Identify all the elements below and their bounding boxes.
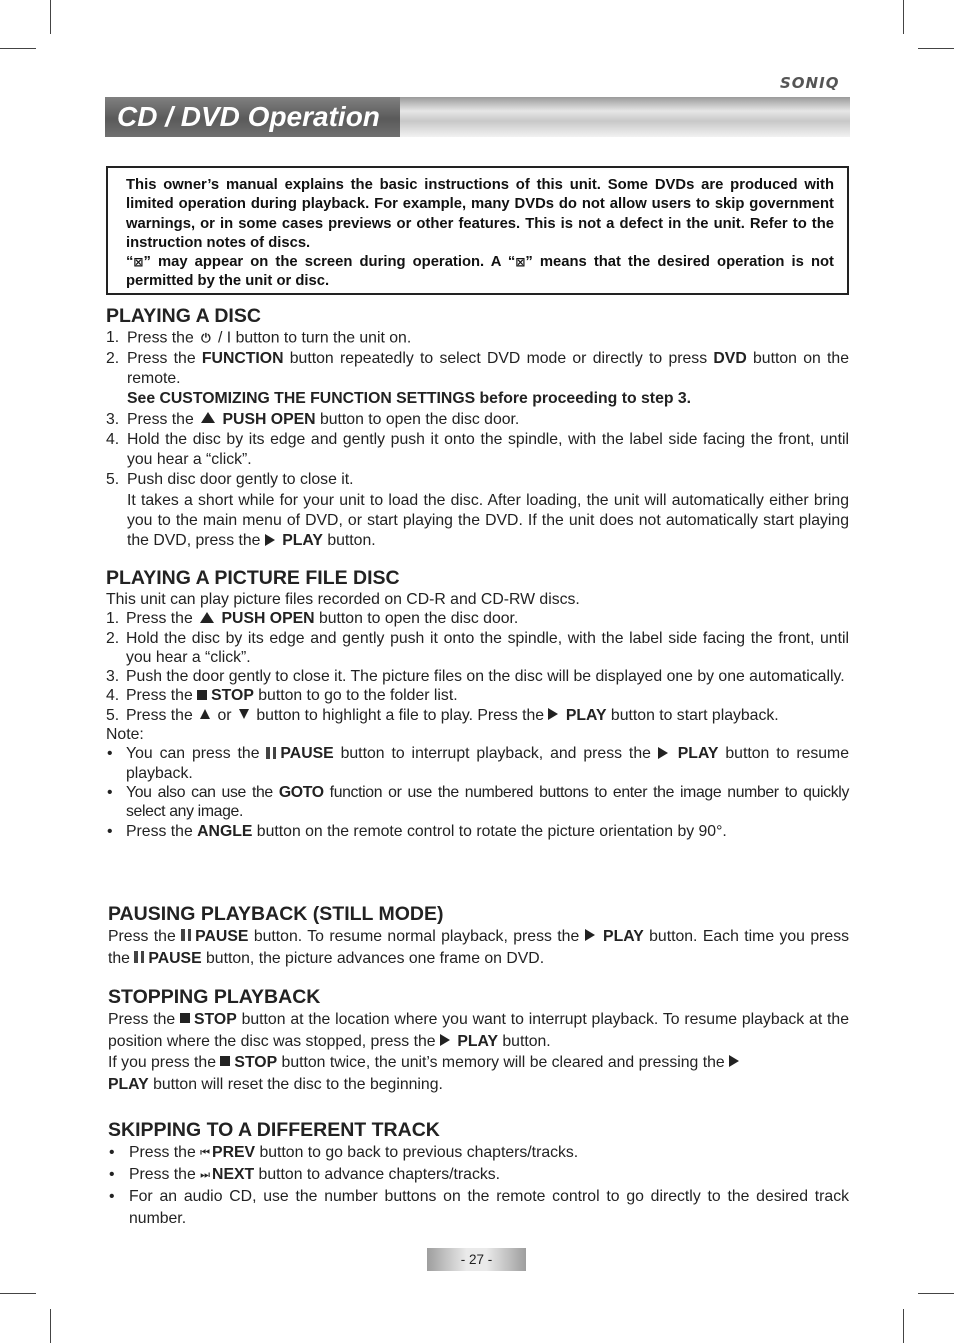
prohibited-icon: ⊠: [133, 255, 144, 270]
list-item: 3. Push the door gently to close it. The picture files on the disc will be displayed one by one automatically.: [106, 668, 845, 686]
stop-icon: [220, 1056, 230, 1066]
crop-mark: [903, 0, 904, 34]
section-stopping: [108, 985, 849, 1095]
list-item: • Press the ⏭ NEXT button to advance chapters/tracks.: [109, 1166, 501, 1184]
play-icon: [585, 929, 595, 941]
notice-text-2: “⊠” may appear on the screen during operation. A “⊠” means that the desired operation is not permitted by the unit or disc.: [126, 254, 834, 290]
prohibited-icon: ⊠: [515, 255, 526, 270]
body-text: Press the STOP button at the location where you want to interrupt playback. To resume playback at the position where the disc was stopped, press the PLAY button.: [108, 1011, 849, 1050]
play-icon: [658, 747, 668, 759]
section-heading: PAUSING PLAYBACK (STILL MODE): [108, 903, 444, 925]
page-number: - 27 -: [427, 1248, 526, 1271]
list-item: 3. Press the PUSH OPEN button to open the disc door.: [106, 410, 520, 428]
note-label: Note:: [106, 726, 144, 744]
crop-mark: [918, 48, 954, 49]
eject-icon: [200, 612, 214, 623]
crop-mark: [903, 1309, 904, 1343]
power-icon: ⏻: [201, 331, 211, 345]
play-icon: [440, 1034, 450, 1046]
section-heading: SKIPPING TO A DIFFERENT TRACK: [108, 1119, 440, 1141]
stop-icon: [197, 690, 207, 700]
crop-mark: [50, 1309, 51, 1343]
play-icon: [265, 534, 275, 546]
notice-box: [106, 166, 849, 295]
crop-mark: [50, 0, 51, 34]
section-heading: PLAYING A PICTURE FILE DISC: [106, 567, 400, 589]
section-picture-disc: [106, 566, 849, 841]
list-item: • You also can use the GOTO function or use the numbered buttons to enter the image number to quickly select any image.: [107, 783, 849, 821]
page-title: CD / DVD Operation: [105, 97, 400, 137]
prev-icon: ⏮: [200, 1146, 209, 1159]
body-text: Press the PAUSE button. To resume normal playback, press the PLAY button. Each time you press the PAUSE button, the picture advances one frame on DVD.: [108, 928, 850, 967]
pause-icon: [266, 747, 276, 759]
brand-logo: SONIQ: [780, 74, 840, 92]
list-item: 4. Press the STOP button to go to the folder list.: [106, 687, 458, 705]
down-arrow-icon: [239, 709, 249, 719]
cross-reference: See CUSTOMIZING THE FUNCTION SETTINGS before proceeding to step 3.: [127, 390, 692, 408]
pause-icon: [134, 951, 144, 963]
list-item: 2. Press the FUNCTION button repeatedly to select DVD mode or directly to press DVD button on the remote. See CUSTOMIZING THE FUNCTION SETTINGS before proceeding to step 3.: [106, 349, 849, 408]
list-item: • Press the ⏮ PREV button to go back to previous chapters/tracks.: [109, 1144, 579, 1162]
notice-text: This owner’s manual explains the basic instructions of this unit. Some DVDs are produced with limited operation during playback. For example, many DVDs do not allow users to skip government warnings, or in some cases previews or other features. This is not a defect in the unit. Refer to the instruction notes of discs.: [126, 177, 834, 251]
section-heading: PLAYING A DISC: [106, 305, 261, 327]
list-item: 5. Push disc door gently to close it. It takes a short while for your unit to load the disc. After loading, the unit will automatically either bring you to the main menu of DVD, or start playing the DVD. If the unit does not automatically start playing the DVD, press the PLAY button.: [106, 471, 849, 550]
crop-mark: [0, 1293, 36, 1294]
intro-text: This unit can play picture files recorded on CD-R and CD-RW discs.: [106, 591, 580, 608]
list-item: • For an audio CD, use the number buttons on the remote control to go directly to the desired track number.: [109, 1188, 849, 1228]
up-arrow-icon: [200, 709, 210, 719]
stop-icon: [180, 1013, 190, 1023]
list-item: 5. Press the or button to highlight a file to play. Press the PLAY button to start playback.: [106, 706, 779, 724]
section-banner: [105, 97, 850, 137]
pause-icon: [181, 929, 191, 941]
body-text: If you press the STOP button twice, the unit’s memory will be cleared and pressing the PLAY button will reset the disc to the beginning.: [108, 1052, 849, 1095]
crop-mark: [918, 1293, 954, 1294]
section-heading: STOPPING PLAYBACK: [108, 986, 321, 1008]
section-skipping: [108, 1118, 849, 1230]
list-item: 1. Press the ⏻ / I button to turn the unit on.: [106, 329, 412, 347]
eject-icon: [201, 412, 215, 423]
play-icon: [729, 1055, 739, 1067]
list-item: 2. Hold the disc by its edge and gently push it onto the spindle, with the label side facing the front, until you hear a “click”.: [106, 629, 849, 666]
list-item: • Press the ANGLE button on the remote control to rotate the picture orientation by 90°.: [107, 822, 727, 840]
crop-mark: [0, 48, 36, 49]
list-item: 1. Press the PUSH OPEN button to open the disc door.: [106, 610, 519, 628]
list-item: 4. Hold the disc by its edge and gently push it onto the spindle, with the label side facing the front, until you hear a “click”.: [106, 430, 849, 469]
section-pausing: [108, 902, 849, 970]
next-icon: ⏭: [200, 1168, 209, 1182]
section-playing-disc: [106, 304, 849, 552]
list-item: • You can press the PAUSE button to interrupt playback, and press the PLAY button to resume playback.: [107, 745, 849, 782]
play-icon: [548, 708, 558, 720]
